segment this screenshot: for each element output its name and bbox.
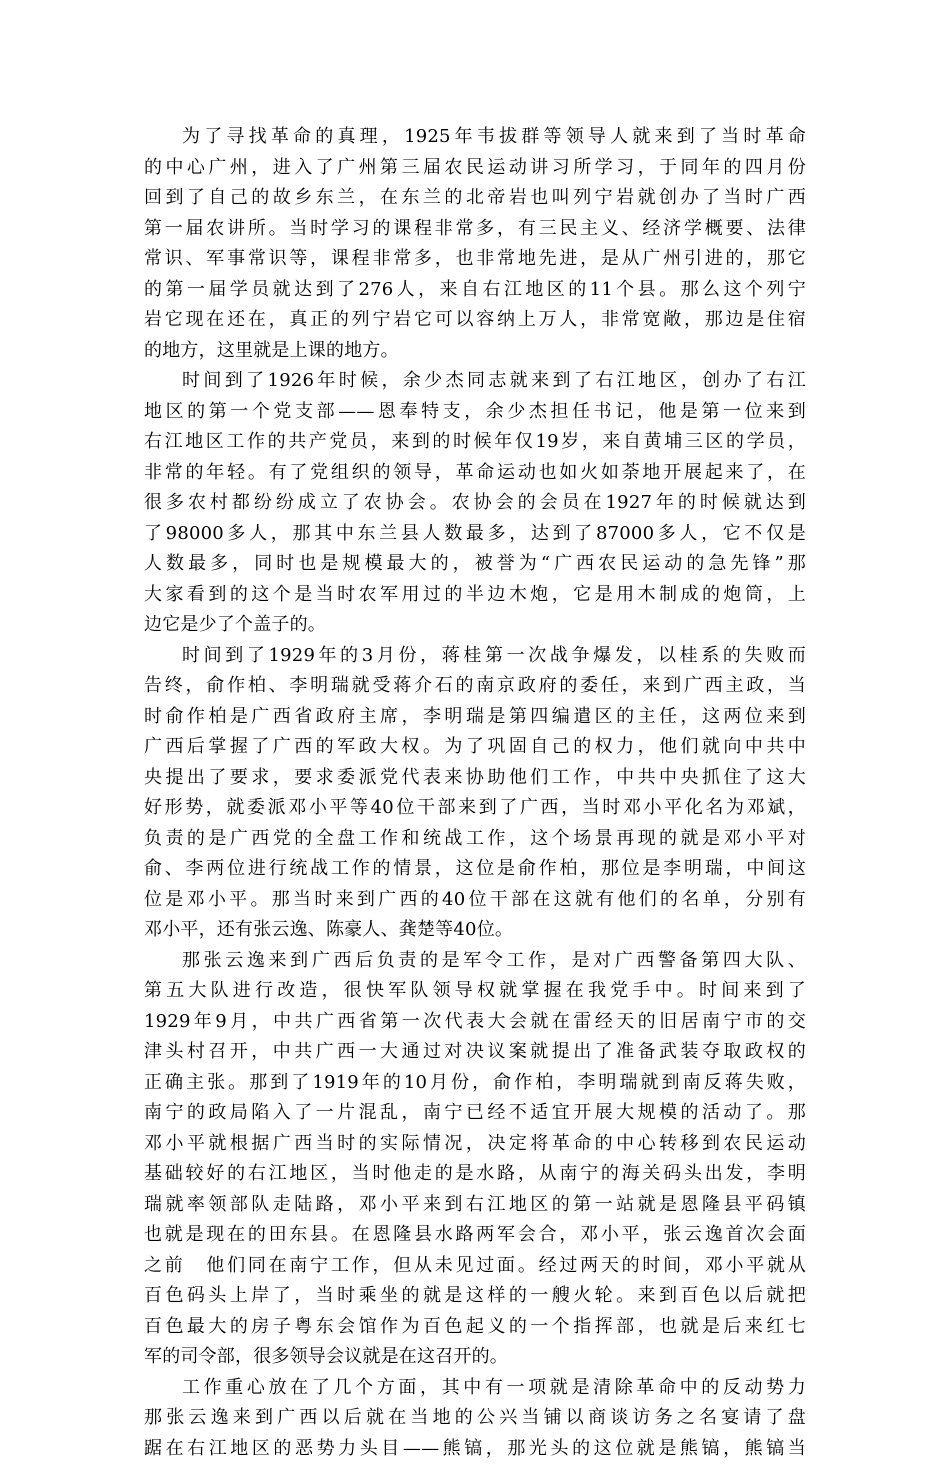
text-line: 了98000多人，那其中东兰县人数最多，达到了87000多人，它不仅是 (144, 519, 806, 550)
paragraph-5 (144, 1373, 806, 1464)
text-line: 工作重心放在了几个方面，其中有一项就是清除革命中的反动势力 (144, 1373, 806, 1404)
text-line: 岩它现在还在，真正的列宁岩它可以容纳上万人，非常宽敞，那边是住宿 (144, 305, 806, 336)
text-line: 踞在右江地区的恶势力头目——熊镐，那光头的这位就是熊镐，熊镐当 (144, 1434, 806, 1464)
text-line: 边它是少了个盖子的。 (144, 610, 806, 641)
text-line: 1929年9月，中共广西省第一次代表大会就在雷经天的旧居南宁市的交 (144, 1007, 806, 1038)
text-line: 很多农村都纷纷成立了农协会。农协会的会员在1927年的时候就达到 (144, 488, 806, 519)
text-line: 也就是现在的田东县。在恩隆县水路两军会合，邓小平，张云逸首次会面 (144, 1220, 806, 1251)
text-line: 负责的是广西党的全盘工作和统战工作，这个场景再现的就是邓小平对 (144, 824, 806, 855)
text-line: 大家看到的这个是当时农军用过的半边木炮，它是用木制成的炮筒，上 (144, 580, 806, 611)
text-line: 瑞就率领部队走陆路，邓小平来到右江地区的第一站就是恩隆县平码镇 (144, 1190, 806, 1221)
text-line: 常识、军事常识等，课程非常多，也非常地先进，是从广州引进的，那它 (144, 244, 806, 275)
text-line: 位是邓小平。那当时来到广西的40位干部在这就有他们的名单，分别有 (144, 885, 806, 916)
text-line: 央提出了要求，要求委派党代表来协助他们工作，中共中央抓住了这大 (144, 763, 806, 794)
text-line: 地区的第一个党支部——恩奉特支，余少杰担任书记，他是第一位来到 (144, 397, 806, 428)
text-line: 好形势，就委派邓小平等40位干部来到了广西，当时邓小平化名为邓斌， (144, 793, 806, 824)
text-line: 右江地区工作的共产党员，来到的时候年仅19岁，来自黄埔三区的学员， (144, 427, 806, 458)
text-line: 之前 他们同在南宁工作，但从未见过面。经过两天的时间，邓小平就从 (144, 1251, 806, 1282)
text-line: 时间到了1926年时候，余少杰同志就来到了右江地区，创办了右江 (144, 366, 806, 397)
paragraph-4 (144, 946, 806, 1373)
text-line: 时俞作柏是广西省政府主席，李明瑞是第四编遣区的主任，这两位来到 (144, 702, 806, 733)
text-line: 第一届农讲所。当时学习的课程非常多，有三民主义、经济学概要、法律 (144, 214, 806, 245)
text-line: 军的司令部，很多领导会议就是在这召开的。 (144, 1342, 806, 1373)
text-line: 告终，俞作柏、李明瑞就受蒋介石的南京政府的委任，来到广西主政，当 (144, 671, 806, 702)
text-line: 邓小平就根据广西当时的实际情况，决定将革命的中心转移到农民运动 (144, 1129, 806, 1160)
text-line: 为了寻找革命的真理，1925年韦拔群等领导人就来到了当时革命 (144, 122, 806, 153)
text-line: 南宁的政局陷入了一片混乱，南宁已经不适宜开展大规模的活动了。那 (144, 1098, 806, 1129)
text-line: 正确主张。那到了1919年的10月份，俞作柏，李明瑞就到南反蒋失败， (144, 1068, 806, 1099)
text-line: 基础较好的右江地区，当时他走的是水路，从南宁的海关码头出发，李明 (144, 1159, 806, 1190)
paragraph-2 (144, 366, 806, 641)
text-line: 邓小平，还有张云逸、陈豪人、龚楚等40位。 (144, 915, 806, 946)
text-line: 那张云逸来到广西后负责的是军令工作，是对广西警备第四大队、 (144, 946, 806, 977)
text-line: 的第一届学员就达到了276人，来自右江地区的11个县。那么这个列宁 (144, 275, 806, 306)
text-line: 那张云逸来到广西以后就在当地的公兴当铺以商谈访务之名宴请了盘 (144, 1403, 806, 1434)
text-line: 的地方，这里就是上课的地方。 (144, 336, 806, 367)
text-line: 时间到了1929年的3月份，蒋桂第一次战争爆发，以桂系的失败而 (144, 641, 806, 672)
text-line: 俞、李两位进行统战工作的情景，这位是俞作柏，那位是李明瑞，中间这 (144, 854, 806, 885)
text-line: 广西后掌握了广西的军政大权。为了巩固自己的权力，他们就向中共中 (144, 732, 806, 763)
document-body (144, 122, 806, 1464)
paragraph-3 (144, 641, 806, 946)
text-line: 的中心广州，进入了广州第三届农民运动讲习所学习，于同年的四月份 (144, 153, 806, 184)
text-line: 回到了自己的故乡东兰，在东兰的北帝岩也叫列宁岩就创办了当时广西 (144, 183, 806, 214)
text-line: 百色最大的房子粤东会馆作为百色起义的一个指挥部，也就是后来红七 (144, 1312, 806, 1343)
text-line: 非常的年轻。有了党组织的领导，革命运动也如火如荼地开展起来了，在 (144, 458, 806, 489)
text-line: 人数最多，同时也是规模最大的，被誉为“广西农民运动的急先锋”那 (144, 549, 806, 580)
text-line: 第五大队进行改造，很快军队领导权就掌握在我党手中。时间来到了 (144, 976, 806, 1007)
text-line: 百色码头上岸了，当时乘坐的就是这样的一艘火轮。来到百色以后就把 (144, 1281, 806, 1312)
text-line: 津头村召开，中共广西一大通过对决议案就提出了准备武装夺取政权的 (144, 1037, 806, 1068)
paragraph-1 (144, 122, 806, 366)
